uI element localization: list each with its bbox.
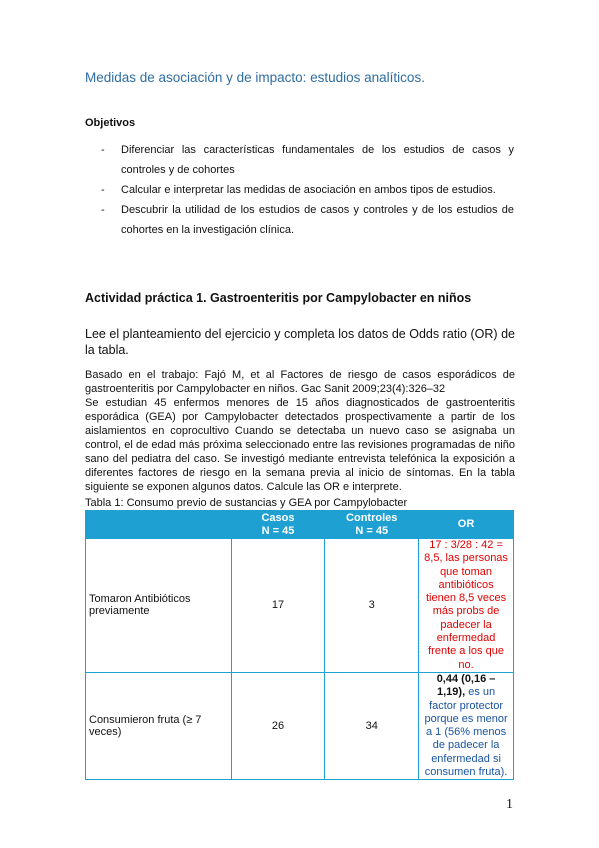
objetivos-list	[101, 140, 514, 240]
or-value: 0,44 (0,16 – 1,19),	[436, 672, 496, 699]
actividad-heading: Actividad práctica 1. Gastroenteritis por Campylobacter en niños	[85, 291, 472, 305]
page-number: 1	[506, 797, 513, 812]
header-blank	[86, 511, 232, 539]
table-header-row	[86, 511, 514, 539]
header-casos: Casos N = 45	[231, 511, 325, 539]
table-caption: Tabla 1: Consumo previo de sustancias y GEA por Campylobacter	[85, 497, 408, 509]
table-row	[86, 539, 514, 673]
bullet-dash: -	[101, 144, 105, 156]
page-title: Medidas de asociación y de impacto: estudios analíticos.	[85, 70, 425, 85]
description-text: Se estudian 45 enfermos menores de 15 años diagnosticados de gastroenteritis esporádica (GEA) por Campylobacter detectados prospectivamente a partir de los aislamientos en coprocultivo Cuando se detectaba un nuevo caso se asignaba un control, el de edad más próxima seleccionado entre las revisiones programadas de niño sano del pediatra del caso. Se investigó mediante entrevista telefónica la exposición a diferentes factores de riesgo en la semana previa al inicio de síntomas. En la tabla siguiente se exponen algunos datos. Calcule las OR e interprete.	[85, 397, 515, 493]
objetivos-heading: Objetivos	[85, 117, 136, 129]
casos-value: 17	[231, 539, 325, 673]
list-item: - Calcular e interpretar las medidas de asociación en ambos tipos de estudios.	[101, 180, 514, 200]
odds-ratio-table	[85, 510, 514, 780]
list-item: - Diferenciar las características fundamentales de los estudios de casos y controles y de cohortes	[101, 140, 514, 180]
bullet-dash: -	[101, 184, 105, 196]
controles-value: 34	[325, 672, 419, 779]
controles-value: 3	[325, 539, 419, 673]
row-label: Consumieron fruta (≥ 7 veces)	[86, 672, 232, 779]
reference-text: Basado en el trabajo: Fajó M, et al Factores de riesgo de casos esporádicos de gastroenteritis por Campylobacter en niños. Gac Sanit 2009;23(4):326–32	[85, 369, 515, 395]
or-answer	[419, 672, 514, 779]
casos-value: 26	[231, 672, 325, 779]
or-answer: 17 : 3/28 : 42 = 8,5, las personas que toman antibióticos tienen 8,5 veces más probs de padecer la enfermedad frente a los que no.	[419, 539, 514, 673]
header-controles: Controles N = 45	[325, 511, 419, 539]
list-item: - Descubrir la utilidad de los estudios de casos y controles y de los estudios de cohortes en la investigación clínica.	[101, 200, 514, 240]
table-row	[86, 672, 514, 779]
instruction-text: Lee el planteamiento del ejercicio y completa los datos de Odds ratio (OR) de la tabla.	[85, 327, 515, 357]
or-interpretation: es un factor protector porque es menor a 1 (56% menos de padecer la enfermedad si consumen fruta).	[424, 686, 508, 779]
header-or: OR	[419, 511, 514, 539]
bullet-dash: -	[101, 204, 105, 216]
row-label: Tomaron Antibióticos previamente	[86, 539, 232, 673]
